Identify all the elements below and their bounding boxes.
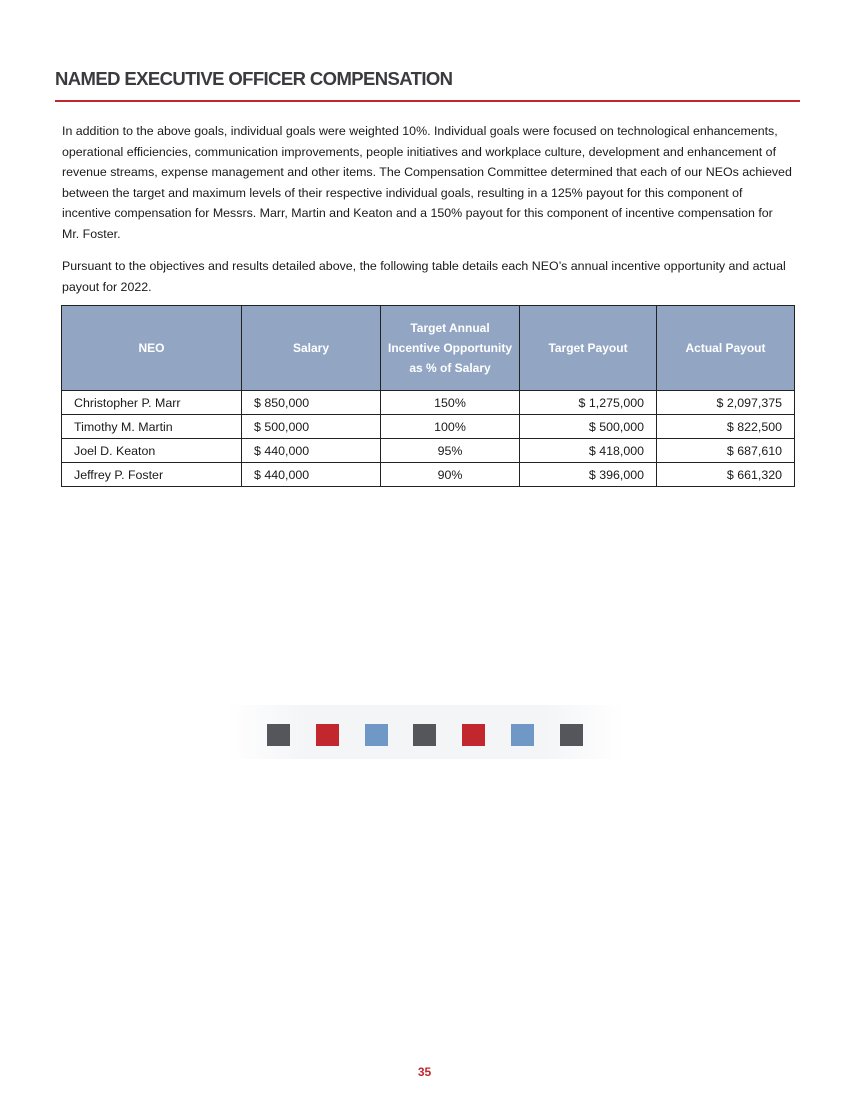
- table-row: [62, 439, 795, 463]
- cell-target-pct: 95%: [381, 439, 520, 463]
- decorative-square: [413, 724, 436, 746]
- decorative-square: [462, 724, 485, 746]
- decorative-square: [511, 724, 534, 746]
- table-row: [62, 463, 795, 487]
- header-target-payout: Target Payout: [520, 306, 657, 391]
- section-title: NAMED EXECUTIVE OFFICER COMPENSATION: [55, 68, 453, 89]
- cell-salary: $ 440,000: [242, 439, 381, 463]
- cell-target-pct: 100%: [381, 415, 520, 439]
- decorative-square: [560, 724, 583, 746]
- header-salary: Salary: [242, 306, 381, 391]
- table-row: [62, 391, 795, 415]
- cell-actual-payout: $ 2,097,375: [657, 391, 795, 415]
- cell-neo-name: Joel D. Keaton: [62, 439, 242, 463]
- title-divider: [55, 100, 800, 102]
- header-neo: NEO: [62, 306, 242, 391]
- cell-target-pct: 150%: [381, 391, 520, 415]
- cell-actual-payout: $ 822,500: [657, 415, 795, 439]
- cell-target-payout: $ 396,000: [520, 463, 657, 487]
- cell-neo-name: Christopher P. Marr: [62, 391, 242, 415]
- cell-actual-payout: $ 661,320: [657, 463, 795, 487]
- table-header-row: [62, 306, 795, 391]
- cell-salary: $ 440,000: [242, 463, 381, 487]
- cell-target-pct: 90%: [381, 463, 520, 487]
- body-paragraph-goals: In addition to the above goals, individual goals were weighted 10%. Individual goals were focused on technological enhancements, operational efficiencies, communication improvements, people initiatives and workplace culture, development and enhancement of revenue streams, expense management and other items. The Compensation Committee determined that each of our NEOs achieved between the target and maximum levels of their respective individual goals, resulting in a 125% payout for this component of incentive compensation for Messrs. Marr, Martin and Keaton and a 150% payout for this component of incentive compensation for Mr. Foster.: [62, 124, 792, 241]
- cell-actual-payout: $ 687,610: [657, 439, 795, 463]
- cell-neo-name: Jeffrey P. Foster: [62, 463, 242, 487]
- decorative-square: [267, 724, 290, 746]
- body-paragraph-table-intro: Pursuant to the objectives and results detailed above, the following table details each NEO’s annual incentive opportunity and actual payout for 2022.: [62, 259, 786, 294]
- page-number: 35: [417, 1065, 432, 1079]
- cell-target-payout: $ 1,275,000: [520, 391, 657, 415]
- table-row: [62, 415, 795, 439]
- header-actual-payout: Actual Payout: [657, 306, 795, 391]
- cell-salary: $ 850,000: [242, 391, 381, 415]
- cell-salary: $ 500,000: [242, 415, 381, 439]
- cell-target-payout: $ 500,000: [520, 415, 657, 439]
- cell-neo-name: Timothy M. Martin: [62, 415, 242, 439]
- header-target-incentive-pct: Target Annual Incentive Opportunity as % of Salary: [381, 306, 520, 391]
- decorative-square: [365, 724, 388, 746]
- decorative-square: [316, 724, 339, 746]
- compensation-table: [61, 305, 795, 487]
- cell-target-payout: $ 418,000: [520, 439, 657, 463]
